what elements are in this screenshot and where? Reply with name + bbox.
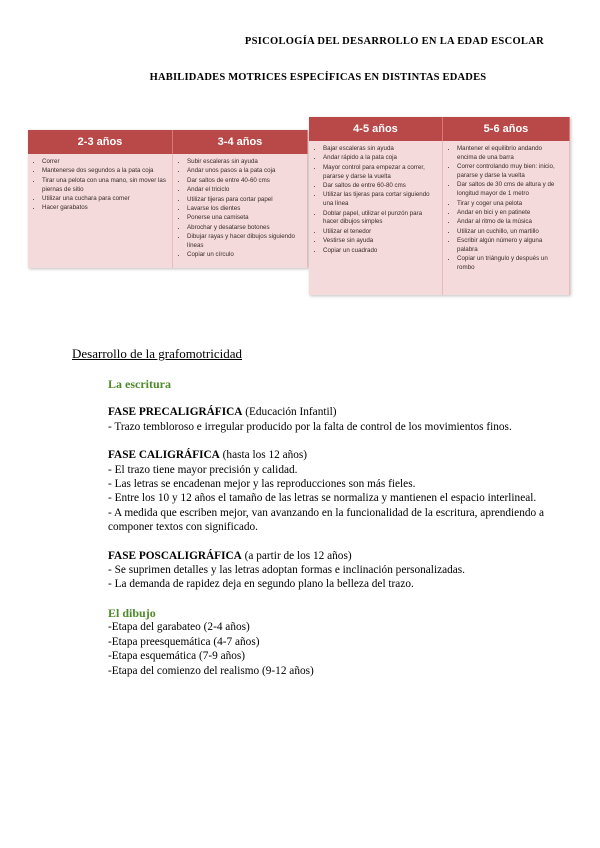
skill-item: • Escribir algún número y alguna palabra xyxy=(457,237,563,255)
column-3-4 xyxy=(173,130,308,268)
skill-item: • Copiar un cuadrado xyxy=(323,247,436,256)
phase-line: - El trazo tiene mayor precisión y calidad. xyxy=(108,463,298,476)
subsection-title: La escritura xyxy=(108,377,171,391)
skill-item: • Copiar un triángulo y después un rombo xyxy=(457,255,563,273)
phase-line: - Se suprimen detalles y las letras adoptan formas e inclinación personalizadas. xyxy=(108,564,465,577)
skill-item: • Utilizar el tenedor xyxy=(323,228,436,237)
column-body xyxy=(28,154,173,268)
phase-line: - A medida que escriben mejor, van avanzando en la funcionalidad de la escritura, aprendiendo a componer textos con significado. xyxy=(108,506,544,534)
phase-title: FASE CALIGRÁFICA xyxy=(108,449,220,462)
skill-item: • Copiar un círculo xyxy=(187,251,301,260)
stage-line: -Etapa esquemática (7-9 años) xyxy=(108,650,246,663)
skill-item: • Dibujar rayas y hacer dibujos siguiendo líneas xyxy=(187,233,301,251)
section-title: Desarrollo de la grafomotricidad xyxy=(72,346,243,361)
phase-line: - Entre los 10 y 12 años el tamaño de las letras se normaliza y mantienen el espacio interlineal. xyxy=(108,492,537,505)
phase-title: FASE PRECALIGRÁFICA xyxy=(108,406,243,419)
phase-age: (Educación Infantil) xyxy=(242,406,337,419)
phase-line: - Las letras se encadenan mejor y las reproducciones son más fieles. xyxy=(108,478,416,491)
skill-item: • Tirar una pelota con una mano, sin mover las piernas de sitio xyxy=(42,177,166,195)
subsection-title: El dibujo xyxy=(108,605,156,620)
skill-item: • Correr xyxy=(42,158,166,167)
stage-line: -Etapa del garabateo (2-4 años) xyxy=(108,621,250,634)
skill-item: • Vestirse sin ayuda xyxy=(323,237,436,246)
phase-line: - Trazo tembloroso e irregular producido por la falta de control de los movimientos finos. xyxy=(108,420,512,433)
skill-item: • Dar saltos de entre 60-80 cms xyxy=(323,182,436,191)
column-heading: 4-5 años xyxy=(309,117,443,141)
skill-item: • Correr controlando muy bien: inicio, pararse y darse la vuelta xyxy=(457,163,563,181)
skill-item: • Ponerse una camiseta xyxy=(187,214,301,223)
skills-table-left xyxy=(28,130,308,268)
phase-title: FASE POSCALIGRÁFICA xyxy=(108,549,242,562)
skill-item: • Dar saltos de entre 40-60 cms xyxy=(187,177,301,186)
column-body xyxy=(173,154,308,268)
column-heading: 5-6 años xyxy=(443,117,570,141)
skill-item: • Dar saltos de 30 cms de altura y de longitud mayor de 1 metro xyxy=(457,181,563,199)
column-heading: 3-4 años xyxy=(173,130,308,154)
skill-item: • Utilizar una cuchara para comer xyxy=(42,195,166,204)
skill-item: • Mantenerse dos segundos a la pata coja xyxy=(42,167,166,176)
column-4-5 xyxy=(309,117,443,295)
skill-item: • Mayor control para empezar a correr, pararse y darse la vuelta xyxy=(323,164,436,182)
page-title: HABILIDADES MOTRICES ESPECÍFICAS EN DISTINTAS EDADES xyxy=(149,72,487,83)
skill-item: • Andar al ritmo de la música xyxy=(457,218,563,227)
skill-item: • Doblar papel, utilizar el punzón para hacer dibujos simples xyxy=(323,210,436,228)
skill-item: • Hacer garabatos xyxy=(42,204,166,213)
phase-age: (hasta los 12 años) xyxy=(219,449,308,462)
column-body xyxy=(443,141,570,295)
skill-item: • Andar en bici y en patinete xyxy=(457,209,563,218)
skills-table-right xyxy=(309,117,570,295)
phase-age: (a partir de los 12 años) xyxy=(241,549,352,562)
skill-item: • Tirar y coger una pelota xyxy=(457,200,563,209)
skill-item: • Abrochar y desatarse botones xyxy=(187,224,301,233)
phase-line: - La demanda de rapidez deja en segundo plano la belleza del trazo. xyxy=(108,578,414,591)
skill-item: • Andar unos pasos a la pata coja xyxy=(187,167,301,176)
page-header: PSICOLOGÍA DEL DESARROLLO EN LA EDAD ESCOLAR xyxy=(244,36,544,47)
stage-line: -Etapa del comienzo del realismo (9-12 años) xyxy=(108,664,314,677)
column-body xyxy=(309,141,443,295)
escritura-section xyxy=(108,377,544,678)
skill-item: • Utilizar un cuchillo, un martillo xyxy=(457,228,563,237)
skill-item: • Bajar escaleras sin ayuda xyxy=(323,145,436,154)
skill-item: • Andar rápido a la pata coja xyxy=(323,154,436,163)
skill-item: • Andar el triciclo xyxy=(187,186,301,195)
column-2-3 xyxy=(28,130,173,268)
column-5-6 xyxy=(443,117,570,295)
skill-item: • Utilizar las tijeras para cortar siguiendo una línea xyxy=(323,191,436,209)
skill-item: • Subir escaleras sin ayuda xyxy=(187,158,301,167)
skill-item: • Utilizar tijeras para cortar papel xyxy=(187,196,301,205)
skill-item: • Mantener el equilibrio andando encima de una barra xyxy=(457,145,563,163)
skill-item: • Lavarse los dientes xyxy=(187,205,301,214)
column-heading: 2-3 años xyxy=(28,130,173,154)
stage-line: -Etapa preesquemática (4-7 años) xyxy=(108,635,260,648)
